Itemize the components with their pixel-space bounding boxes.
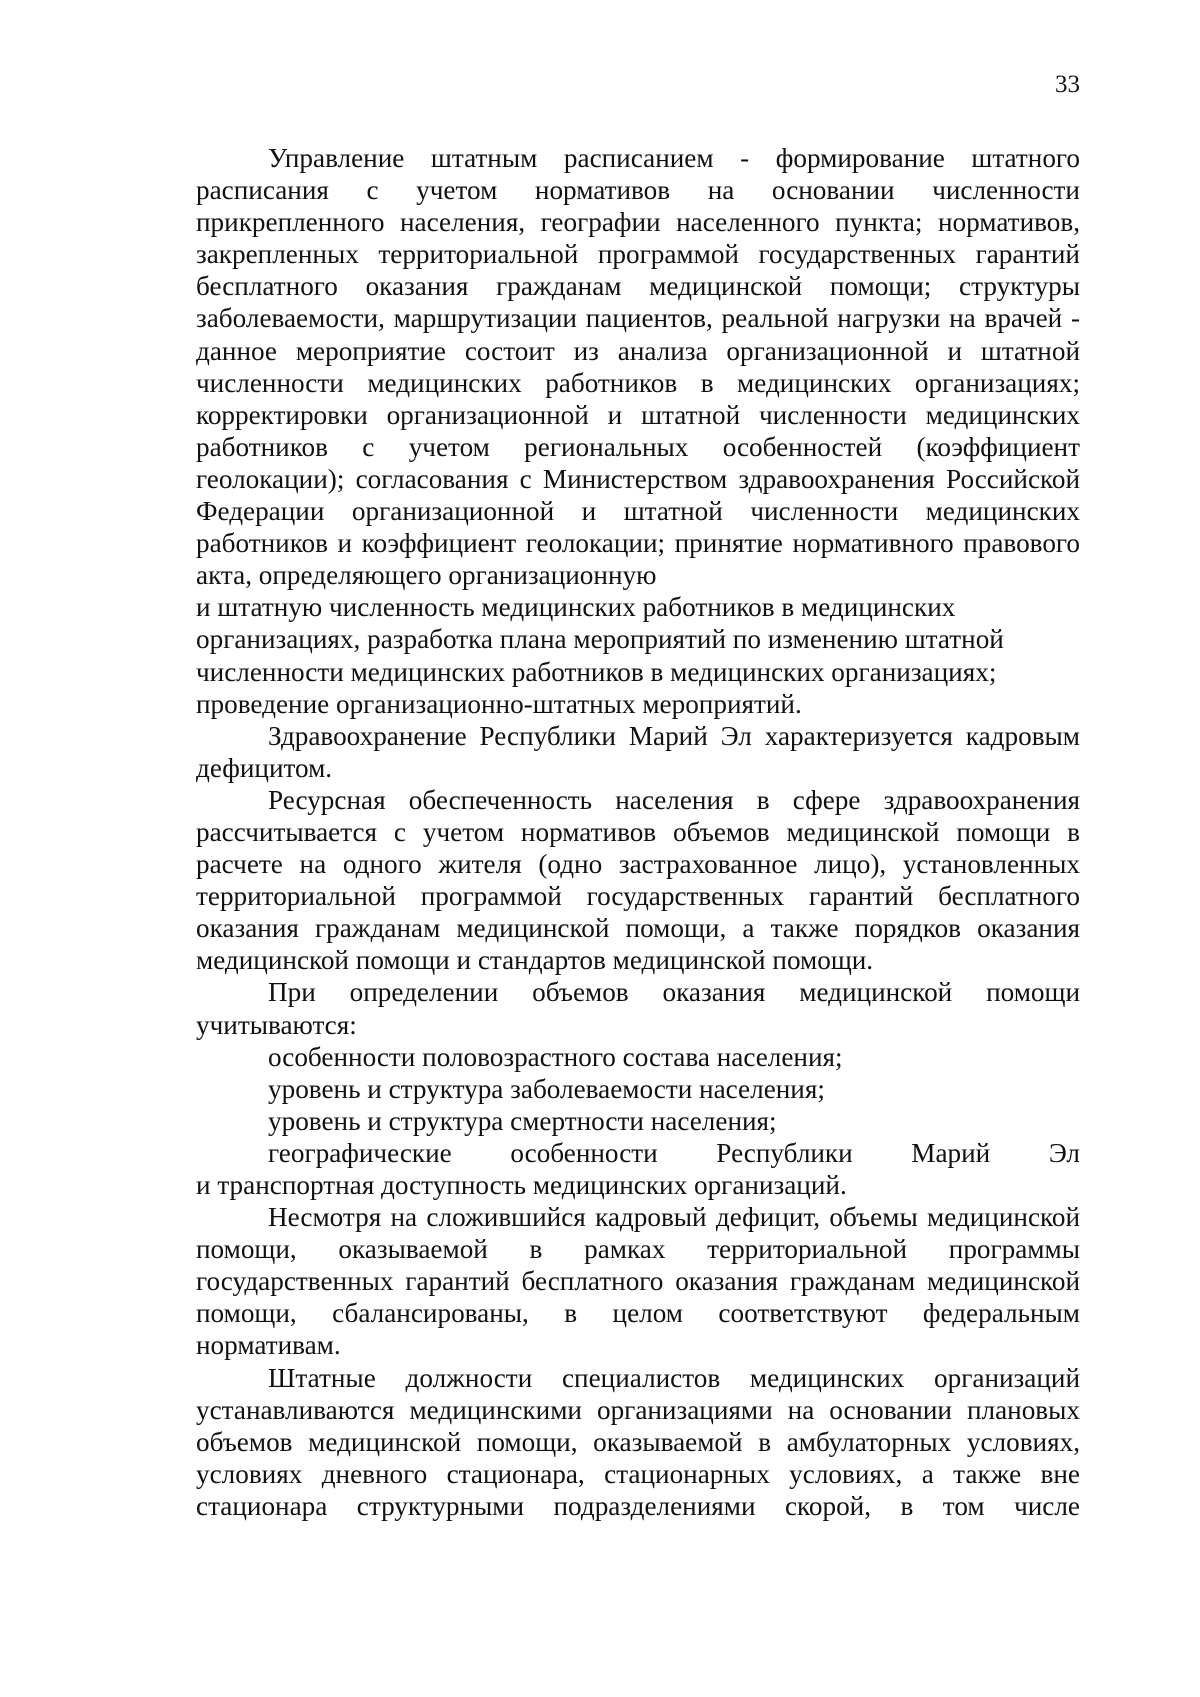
paragraph-staffing-continued: и штатную численность медицинских работников в медицинских организациях, разработка плана мероприятий по изменению штатной численности медицинских работников в медицинских организациях; проведение организационно-штатных мероприятий. bbox=[196, 592, 1004, 719]
list-item-mortality: уровень и структура смертности населения; bbox=[268, 1105, 777, 1136]
list-item-morbidity: уровень и структура заболеваемости населения; bbox=[268, 1073, 825, 1104]
list-item-geography: географические особенности Республики Марий Эл bbox=[268, 1137, 1080, 1168]
page-number: 33 bbox=[1055, 71, 1080, 98]
list-item-age-sex: особенности половозрастного состава населения; bbox=[268, 1041, 843, 1072]
paragraph-staffing: Управление штатным расписанием - формирование штатного расписания с учетом нормативов на основании численности прикрепленного населения, географии населенного пункта; нормативов, закрепленных территориальной программой государственных гарантий бесплатного оказания гражданам медицинской помощи; структуры заболеваемости, маршрутизации пациентов, реальной нагрузки на врачей - данное мероприятие состоит из анализа организационной и штатной численности медицинских работников в медицинских организациях; корректировки организационной и штатной численности медицинских работников с учетом региональных особенностей (коэффициент геолокации); согласования с Министерством здравоохранения Российской Федерации организационной и штатной численности медицинских работников и коэффициент геолокации; принятие нормативного правового акта, определяющего организационную bbox=[196, 143, 1080, 591]
paragraph-volumes: При определении объемов оказания медицинской помощи учитываются: bbox=[196, 977, 1080, 1040]
paragraph-balance: Несмотря на сложившийся кадровый дефицит, объемы медицинской помощи, оказываемой в рамках территориальной программы государственных гарантий бесплатного оказания гражданам медицинской помощи, сбалансированы, в целом соответствуют федеральным нормативам. bbox=[196, 1202, 1080, 1361]
paragraph-resources: Ресурсная обеспеченность населения в сфере здравоохранения рассчитывается с учетом нормативов объемов медицинской помощи в расчете на одного жителя (одно застрахованное лицо), установленных территориальной программой государственных гарантий бесплатного оказания гражданам медицинской помощи, а также порядков оказания медицинской помощи и стандартов медицинской помощи. bbox=[196, 784, 1080, 976]
list-item-geography-continued: и транспортная доступность медицинских организаций. bbox=[196, 1170, 847, 1200]
document-body bbox=[196, 142, 1080, 1522]
paragraph-deficit: Здравоохранение Республики Марий Эл характеризуется кадровым дефицитом. bbox=[196, 720, 1080, 783]
paragraph-positions: Штатные должности специалистов медицинских организаций устанавливаются медицинскими организациями на основании плановых объемов медицинской помощи, оказываемой в амбулаторных условиях, условиях дневного стационара, стационарных условиях, а также вне стационара структурными подразделениями скорой, в том числе bbox=[196, 1362, 1080, 1521]
